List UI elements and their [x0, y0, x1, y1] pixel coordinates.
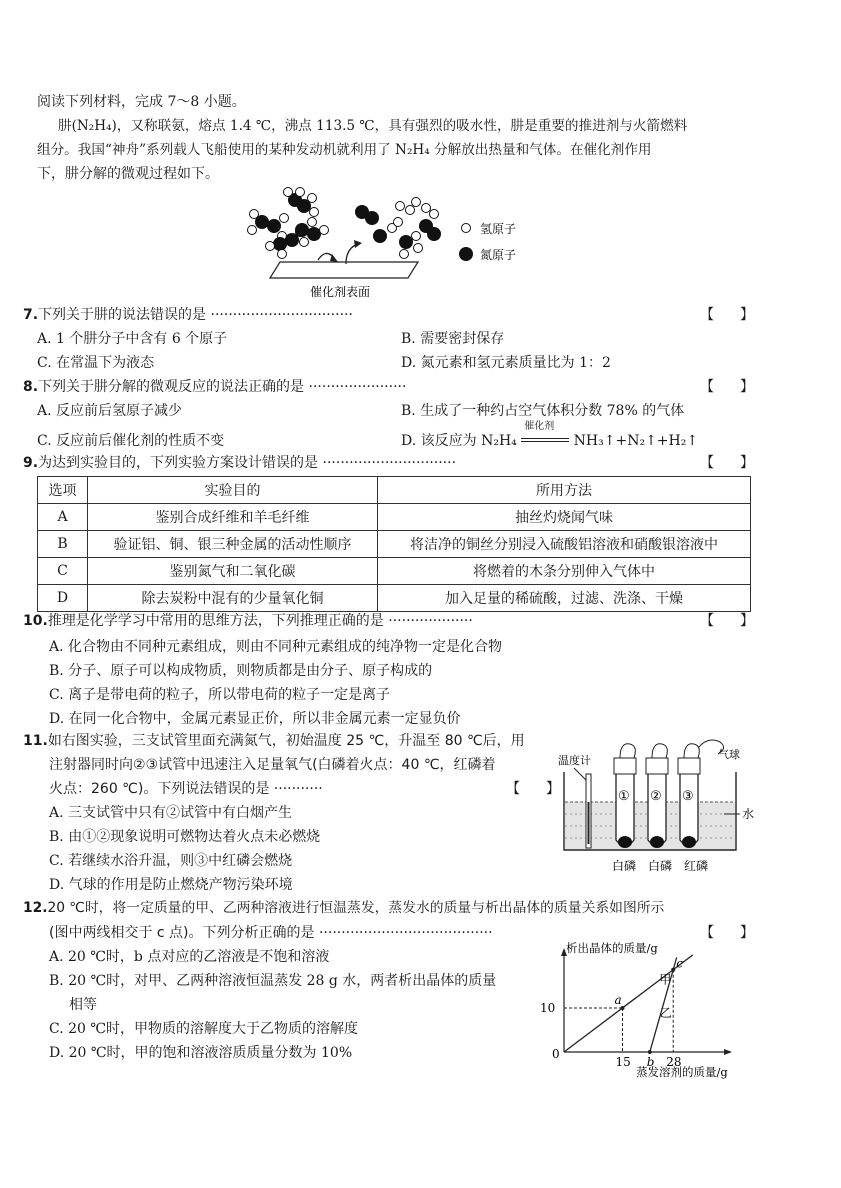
question-12-line2: (图中两线相交于 c 点)。下列分析正确的是 ······································· — [49, 925, 493, 941]
table-cell: 鉴别氮气和二氧化碳 — [88, 558, 378, 585]
tube-2-number: ② — [650, 789, 662, 804]
question-stem: 为达到实验目的，下列实验方案设计错误的是 — [38, 455, 319, 471]
answer-bracket-7[interactable]: 【 】 — [700, 307, 754, 323]
q12-option-a[interactable]: A. 20 ℃时，b 点对应的乙溶液是不饱和溶液 — [49, 949, 330, 965]
tube-1-number: ① — [618, 789, 630, 804]
q10-option-b[interactable]: B. 分子、原子可以构成物质，则物质都是由分子、原子构成的 — [49, 663, 433, 679]
question-stem: 下列关于肼的说法错误的是 — [38, 307, 207, 323]
hydrazine-molecules — [248, 188, 329, 259]
q11-option-a[interactable]: A. 三支试管中只有②试管中有白烟产生 — [49, 805, 293, 821]
equation-reactant: D. 该反应为 N₂H₄ — [401, 433, 517, 449]
table-row — [38, 585, 751, 612]
question-10-header: 10.推理是化学学习中常用的思维方法，下列推理正确的是 ··················· — [23, 613, 473, 629]
origin-label: 0 — [552, 1047, 560, 1061]
reading-instruction: 阅读下列材料，完成 7～8 小题。 — [37, 94, 246, 110]
q12-option-b-cont: 相等 — [69, 997, 97, 1013]
table-cell: 将洁净的铜丝分别浸入硫酸铝溶液和硝酸银溶液中 — [378, 531, 751, 558]
q7-option-c[interactable]: C. 在常温下为液态 — [37, 355, 155, 371]
q10-option-d[interactable]: D. 在同一化合物中，金属元素显正价，所以非金属元素一定显负价 — [49, 711, 461, 727]
table-header: 选项 — [38, 477, 88, 504]
point-label-c: c — [676, 956, 683, 971]
q8-option-a[interactable]: A. 反应前后氢原子减少 — [37, 403, 183, 419]
intro-paragraph-line1: 肼(N₂H₄)，又称联氨，熔点 1.4 ℃，沸点 113.5 ℃，具有强烈的吸水性，肼是重要的推进剂与火箭燃料 — [58, 118, 688, 134]
tube-3-number: ③ — [682, 789, 694, 804]
equation-products: NH₃↑+N₂↑+H₂↑ — [573, 433, 699, 449]
q12-option-c[interactable]: C. 20 ℃时，甲物质的溶解度大于乙物质的溶解度 — [49, 1021, 359, 1037]
table-cell: 验证铝、铜、银三种金属的活动性顺序 — [88, 531, 378, 558]
question-number: 8. — [23, 379, 39, 395]
table-cell: C — [38, 558, 88, 585]
question-9-header: 9.为达到实验目的，下列实验方案设计错误的是 ······························ — [23, 455, 457, 471]
table-row — [38, 531, 751, 558]
answer-bracket-8[interactable]: 【 】 — [700, 379, 754, 395]
legend-hydrogen: 氢原子 — [480, 222, 517, 236]
answer-bracket-10[interactable]: 【 】 — [700, 613, 754, 629]
answer-bracket-9[interactable]: 【 】 — [700, 455, 754, 471]
data-point-c — [671, 968, 675, 972]
question-stem: 20 ℃时，将一定质量的甲、乙两种溶液进行恒温蒸发，蒸发水的质量与析出晶体的质量关系如图所示 — [47, 900, 665, 916]
q11-option-c[interactable]: C. 若继续水浴升温，则③中红磷会燃烧 — [49, 853, 293, 869]
table-header: 所用方法 — [378, 477, 751, 504]
q10-option-a[interactable]: A. 化合物由不同种元素组成，则由不同种元素组成的纯净物一定是化合物 — [49, 639, 503, 655]
hydrogen-atom-icon — [462, 224, 471, 233]
series-label-yi: 乙 — [659, 1005, 672, 1020]
q12-option-b[interactable]: B. 20 ℃时，对甲、乙两种溶液恒温蒸发 28 g 水，两者析出晶体的质量 — [49, 973, 497, 989]
q12-option-d[interactable]: D. 20 ℃时，甲的饱和溶液溶质质量分数为 10% — [49, 1045, 353, 1061]
table-cell: 加入足量的稀硫酸，过滤、洗涤、干燥 — [378, 585, 751, 612]
q8-option-c[interactable]: C. 反应前后催化剂的性质不变 — [37, 433, 225, 449]
q7-option-d[interactable]: D. 氮元素和氢元素质量比为 1：2 — [401, 355, 611, 371]
q10-option-c[interactable]: C. 离子是带电荷的粒子，所以带电荷的粒子一定是离子 — [49, 687, 391, 703]
question-stem: 如右图实验，三支试管里面充满氮气，初始温度 25 ℃，升温至 80 ℃后，用 — [47, 733, 525, 749]
series-label-jia: 甲 — [659, 972, 672, 987]
x-tick-label: 15 — [615, 1055, 631, 1069]
question-7-header: 7.下列关于肼的说法错误的是 ································ — [23, 307, 353, 323]
thermometer-pointer — [574, 768, 586, 780]
answer-bracket-12[interactable]: 【 】 — [700, 925, 754, 941]
y-tick-label: 10 — [540, 1001, 556, 1015]
catalyst-caption: 催化剂表面 — [310, 285, 371, 299]
tube-2-label: 白磷 — [648, 859, 673, 873]
crystal-evaporation-chart — [540, 940, 760, 1080]
point-label-a: a — [614, 993, 622, 1007]
question-stem: 推理是化学学习中常用的思维方法，下列推理正确的是 — [47, 613, 384, 629]
q11-option-d[interactable]: D. 气球的作用是防止燃烧产物污染环境 — [49, 877, 293, 893]
catalyst-surface — [270, 262, 418, 278]
question-11-line3: 火点：260 ℃)。下列说法错误的是 ··········· — [49, 781, 323, 797]
q8-option-b[interactable]: B. 生成了一种约占空气体积分数 78% 的气体 — [401, 403, 685, 419]
y-axis-label: 析出晶体的质量/g — [566, 941, 658, 955]
q8-option-d[interactable] — [401, 421, 699, 449]
table-row — [38, 504, 751, 531]
balloon-label: 气球 — [718, 748, 740, 761]
question-number: 11. — [23, 733, 48, 749]
table-header-row — [38, 477, 751, 504]
catalyst-arrow — [521, 421, 569, 448]
x-tick-label: 28 — [666, 1055, 682, 1069]
combustion-experiment-apparatus — [558, 732, 768, 880]
x-tick-label: b — [646, 1055, 655, 1069]
question-number: 10. — [23, 613, 48, 629]
intro-paragraph-line2: 组分。我国“神舟”系列载人飞船使用的某种发动机就利用了 N₂H₄ 分解放出热量和气体。在催化剂作用 — [37, 142, 652, 158]
tube-3-label: 红磷 — [684, 859, 709, 873]
hydrazine-decomposition-diagram — [240, 182, 540, 300]
catalyst-label: 催化剂 — [524, 421, 555, 432]
table-cell: 除去炭粉中混有的少量氧化铜 — [88, 585, 378, 612]
question-8-header: 8.下列关于肼分解的微观反应的说法正确的是 ······················ — [23, 379, 407, 395]
table-cell: 抽丝灼烧闻气味 — [378, 504, 751, 531]
water-label: 水 — [742, 807, 755, 821]
answer-bracket-11[interactable]: 【 】 — [506, 781, 560, 797]
product-molecules — [355, 198, 441, 259]
table-header: 实验目的 — [88, 477, 378, 504]
question-11-line1 — [23, 734, 525, 748]
legend-nitrogen: 氮原子 — [480, 248, 517, 262]
nitrogen-atom-icon — [459, 247, 473, 261]
data-point-b — [648, 1050, 652, 1054]
q11-option-b[interactable]: B. 由①②现象说明可燃物达着火点未必燃烧 — [49, 829, 321, 845]
question-12-line1 — [23, 902, 664, 916]
question-11-line2: 注射器同时向②③试管中迅速注入足量氧气(白磷着火点：40 ℃，红磷着 — [49, 757, 496, 773]
table-row — [38, 558, 751, 585]
table-cell: A — [38, 504, 88, 531]
thermometer-label: 温度计 — [558, 754, 591, 767]
question-number: 7. — [23, 307, 39, 323]
table-cell: D — [38, 585, 88, 612]
tube-1-label: 白磷 — [612, 859, 637, 873]
x-axis-label: 蒸发溶剂的质量/g — [636, 1065, 728, 1079]
table-cell: 鉴别合成纤维和羊毛纤维 — [88, 504, 378, 531]
question-number: 12. — [23, 900, 48, 916]
table-cell: B — [38, 531, 88, 558]
intro-paragraph-line3: 下，肼分解的微观过程如下。 — [37, 166, 219, 182]
experiment-table — [37, 476, 751, 612]
question-stem: 下列关于肼分解的微观反应的说法正确的是 — [38, 379, 305, 395]
q7-option-b[interactable]: B. 需要密封保存 — [401, 331, 505, 347]
question-number: 9. — [23, 455, 39, 471]
table-cell: 将燃着的木条分别伸入气体中 — [378, 558, 751, 585]
q7-option-a[interactable]: A. 1 个肼分子中含有 6 个原子 — [37, 331, 228, 347]
